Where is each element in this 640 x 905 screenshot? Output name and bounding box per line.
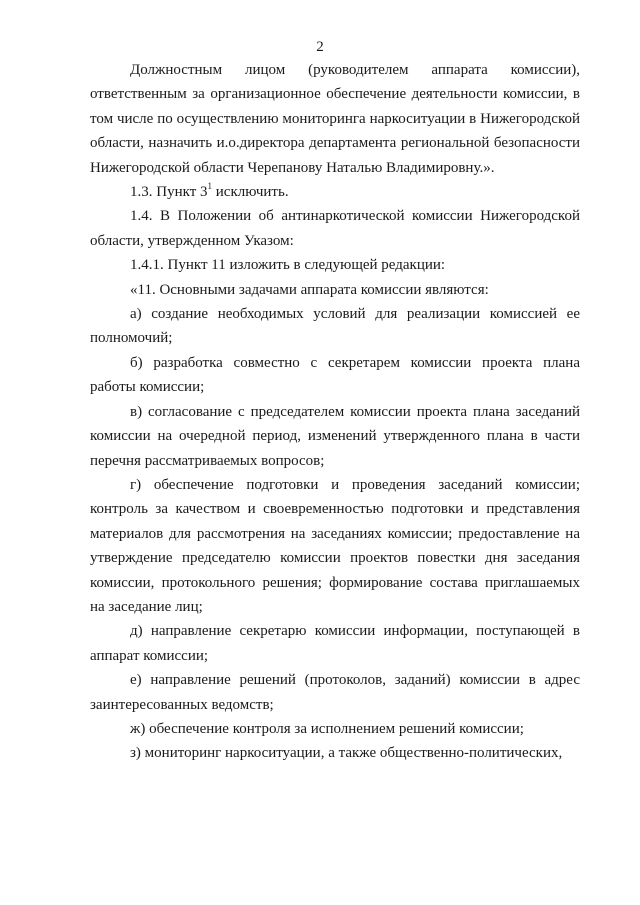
paragraph-task-v: в) согласование с председателем комиссии проекта плана заседаний комиссии на очередной период, изменений утвержденного плана в части перечня рассматриваемых вопросов; [90, 403, 580, 469]
item-1-3-prefix: 1.3. Пункт 3 [130, 184, 208, 201]
document-body [90, 58, 580, 766]
paragraph-task-zh: ж) обеспечение контроля за исполнением решений комиссии; [130, 720, 524, 737]
paragraph-item-11-heading: «11. Основными задачами аппарата комиссии являются: [130, 281, 489, 298]
page-number: 2 [316, 39, 324, 55]
paragraph-task-a: а) создание необходимых условий для реализации комиссией ее полномочий; [90, 306, 580, 347]
paragraph-official-appointment: Должностным лицом (руководителем аппарата комиссии), ответственным за организационное обеспечение деятельности комиссии, в том числе по осуществлению мониторинга наркоситуации в Нижегородской области, назначить и.о.директора департамента региональной безопасности Нижегородской области Черепанову Наталью Владимировну.». [90, 62, 580, 176]
item-1-3-suffix: исключить. [212, 184, 289, 201]
item-1-3-superscript: 1 [207, 181, 213, 192]
paragraph-item-1-4-1: 1.4.1. Пункт 11 изложить в следующей редакции: [130, 257, 446, 274]
paragraph-task-g: г) обеспечение подготовки и проведения заседаний комиссии; контроль за качеством и своевременностью подготовки и представления материалов для рассмотрения на заседаниях комиссии; предоставление на утверждение председателю комиссии проектов повестки дня заседания комиссии, протокольного решения; формирование состава приглашаемых на заседание лиц; [90, 476, 580, 615]
paragraph-task-b: б) разработка совместно с секретарем комиссии проекта плана работы комиссии; [90, 354, 580, 396]
paragraph-task-e: е) направление решений (протоколов, заданий) комиссии в адрес заинтересованных ведомств; [90, 672, 580, 713]
paragraph-item-1-4: 1.4. В Положении об антинаркотической комиссии Нижегородской области, утвержденном Указом: [90, 208, 580, 249]
paragraph-task-z: з) мониторинг наркоситуации, а также общественно-политических, [130, 745, 563, 762]
paragraph-task-d: д) направление секретарю комиссии информации, поступающей в аппарат комиссии; [90, 623, 580, 664]
paragraph-item-1-3 [90, 180, 580, 204]
